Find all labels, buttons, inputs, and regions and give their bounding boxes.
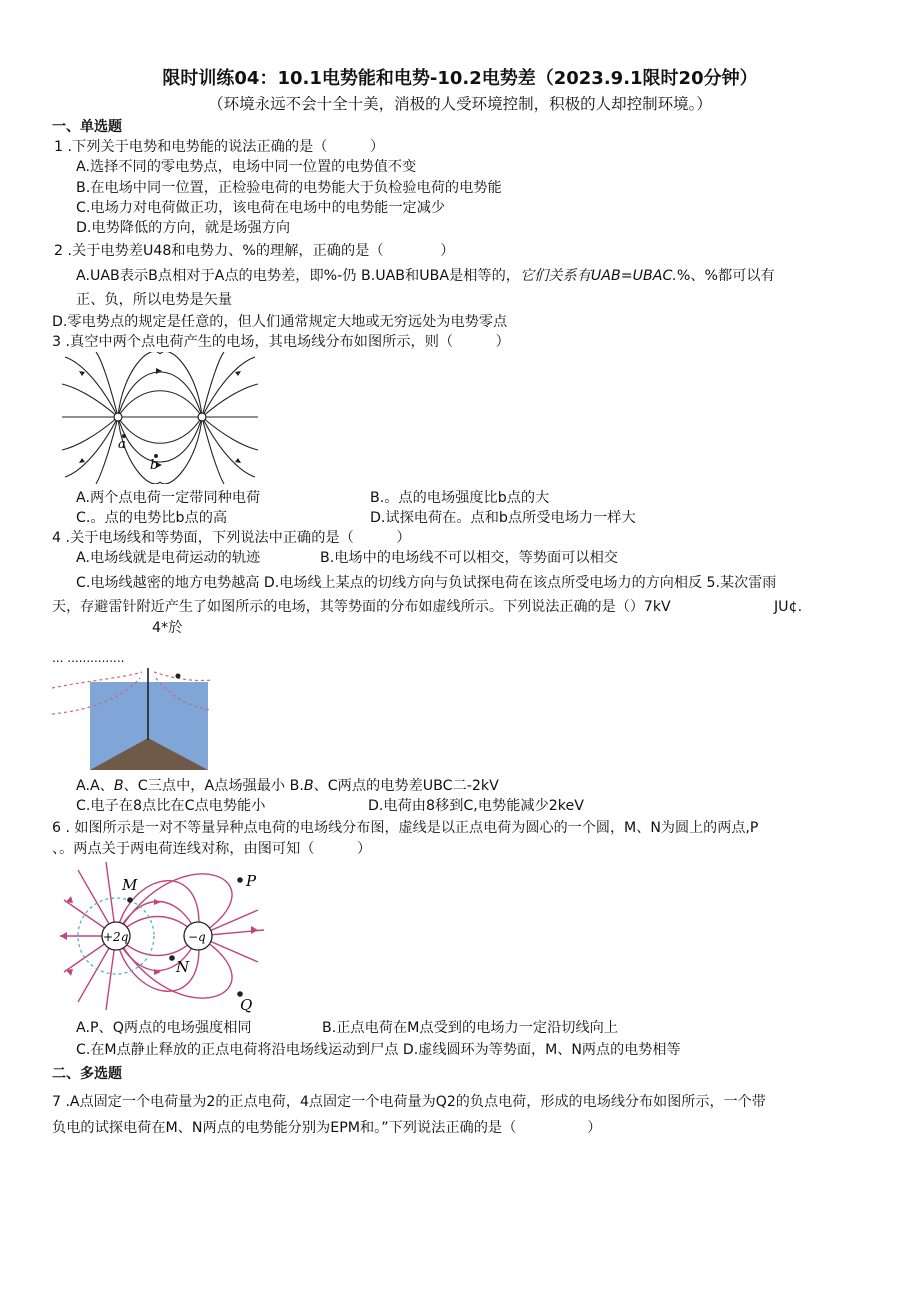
q5-ocr-fragment-1: JU¢. (774, 599, 803, 615)
q3-stem: 3 .真空中两个点电荷产生的电场，其电场线分布如图所示，则（ ） (52, 334, 510, 350)
q3-label-b: b (150, 458, 159, 473)
q2-option-ab-part3: %、%都可以有 (676, 268, 775, 284)
q6-label-n: N (176, 958, 190, 976)
q2-option-d: D.零电势点的规定是任意的，但人们通常规定大地或无穷远处为电势零点 (52, 314, 508, 330)
q3-option-c: C.。点的电势比b点的高 (76, 510, 228, 526)
q6-option-cd: C.在M点静止释放的正点电荷将沿电场线运动到尸点 D.虚线圆环为等势面，M、N两点的电势相等 (76, 1042, 681, 1058)
q5-ocr-fragment-2: 4*於 (152, 620, 183, 636)
q5-option-ab-part1: A.A、 (76, 778, 114, 794)
q7-stem: 7 .A点固定一个电荷量为2的正点电荷，4点固定一个电荷量为Q2的负点电荷，形成的电场线分布如图所示，一个带 (52, 1094, 766, 1110)
q7-stem-cont: 负电的试探电荷在M、N两点的电势能分别为EPM和。”下列说法正确的是（ ） (52, 1120, 602, 1136)
q2-option-ab (76, 266, 775, 286)
q2-option-ab-part2: 它们关系有UAB=UBAC. (519, 268, 677, 284)
q3-field-lines-figure (60, 352, 260, 484)
q6-option-b: B.正点电荷在M点受到的电场力一定沿切线向上 (322, 1020, 619, 1036)
q5-option-ab (76, 776, 499, 796)
q5-option-ab-part2: 、C三点中，A点场强最小 B. (123, 778, 304, 794)
q1-option-c: C.电场力对电荷做正功，该电荷在电场中的电势能一定减少 (76, 200, 446, 216)
q5-stem: 天，存避雷针附近产生了如图所示的电场，其等势面的分布如虚线所示。下列说法正确的是（）7kV (52, 599, 671, 615)
section-heading-single: 一、单选题 (52, 119, 122, 135)
section-heading-multi: 二、多选题 (52, 1066, 122, 1082)
q5-option-ab-b: B (113, 778, 124, 794)
q4-option-b: B.电场中的电场线不可以相交，等势面可以相交 (320, 550, 618, 566)
q5-option-d: D.电荷由8移到C,电势能减少2keV (368, 798, 584, 814)
q3-option-a: A.两个点电荷一定带同种电荷 (76, 490, 261, 506)
q4-option-a: A.电场线就是电荷运动的轨迹 (76, 550, 261, 566)
page-title: 限时训练04：10.1电势能和电势-10.2电势差（2023.9.1限时20分钟） (162, 68, 758, 89)
q6-label-p: P (246, 872, 257, 890)
q3-label-a: a (118, 437, 126, 452)
q6-label-m: M (122, 876, 138, 894)
q5-lightning-rod-figure (52, 668, 212, 770)
q4-option-cd: C.电场线越密的地方电势越高 D.电场线上某点的切线方向与负试探电荷在该点所受电场力的方向相反 5.某次雷雨 (76, 575, 777, 591)
q1-stem: 1 .下列关于电势和电势能的说法正确的是（ ） (54, 139, 385, 155)
q6-stem: 6 . 如图所示是一对不等量异种点电荷的电场线分布图，虚线是以正点电荷为圆心的一个圆，M、N为圆上的两点,P (52, 820, 759, 836)
motto: （环境永远不会十全十美，消极的人受环境控制，积极的人却控制环境。） (208, 95, 712, 113)
q1-option-d: D.电势降低的方向，就是场强方向 (76, 220, 291, 236)
q6-option-a: A.P、Q两点的电场强度相同 (76, 1020, 252, 1036)
q3-option-b: B.。点的电场强度比b点的大 (370, 490, 550, 506)
q6-stem-cont: 、。两点关于两电荷连线对称，由图可知（ ） (52, 841, 372, 857)
q1-option-a: A.选择不同的零电势点，电场中同一位置的电势值不变 (76, 159, 417, 175)
q6-unequal-charges-figure (58, 860, 270, 1016)
q5-ocr-fragment-3: ... ............... (52, 651, 125, 665)
q6-label-q: Q (240, 996, 253, 1014)
q2-stem: 2 .关于电势差U48和电势力、%的理解，正确的是（ ） (54, 243, 455, 259)
q2-option-ab-part1: A.UAB表示B点相对于A点的电势差，即%-仍 B.UAB和UBA是相等的， (76, 268, 520, 284)
q5-option-ab-b2: B (303, 778, 314, 794)
q4-stem: 4 .关于电场线和等势面，下列说法中正确的是（ ） (52, 530, 411, 546)
q5-option-ab-part3: 、C两点的电势差UBC二-2kV (313, 778, 499, 794)
q2-option-c-cont: 正、负，所以电势是矢量 (76, 292, 233, 308)
q6-label-negative: −q (188, 930, 206, 944)
q6-label-positive: +2q (103, 930, 129, 944)
q1-option-b: B.在电场中同一位置，正检验电荷的电势能大于负检验电荷的电势能 (76, 180, 502, 196)
q5-option-c: C.电子在8点比在C点电势能小 (76, 798, 266, 814)
q3-option-d: D.试探电荷在。点和b点所受电场力一样大 (370, 510, 636, 526)
